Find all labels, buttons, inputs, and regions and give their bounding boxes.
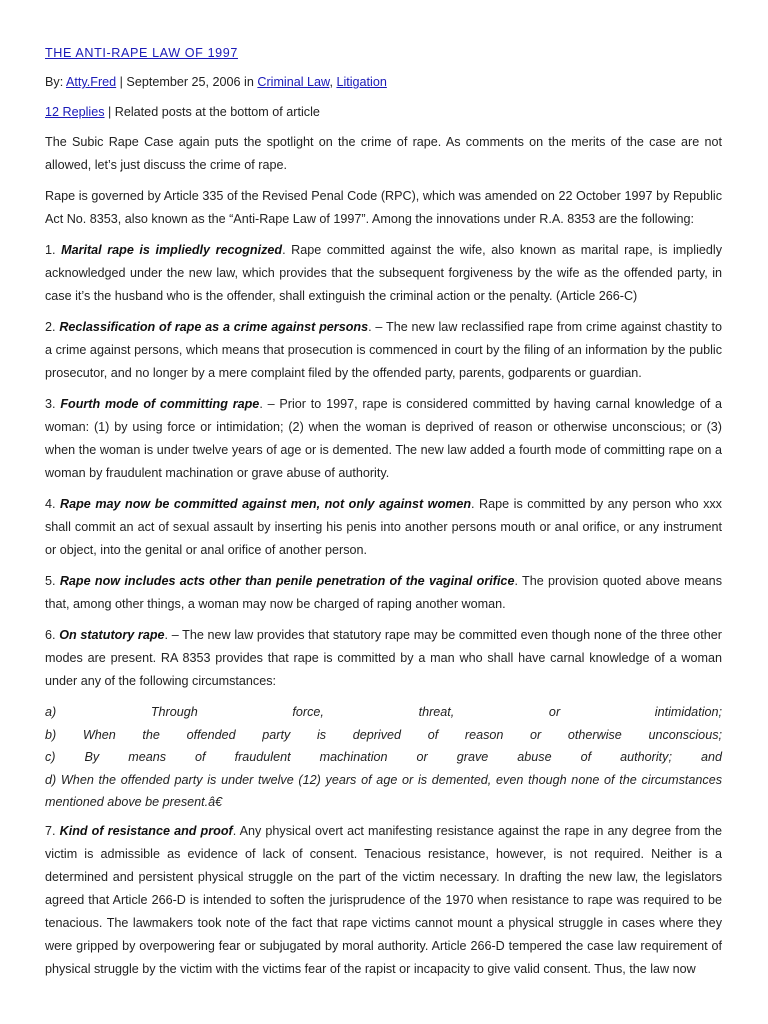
list-item-number: 3. (45, 397, 61, 411)
replies-link[interactable]: 12 Replies (45, 105, 105, 119)
circumstance-c: c) By means of fraudulent machination or grave abuse of authority; and (45, 750, 722, 764)
list-item-number: 1. (45, 243, 62, 257)
replies-line (45, 101, 722, 124)
list-item-heading: Rape may now be committed against men, not only against women (60, 497, 472, 511)
list-item-heading: Marital rape is impliedly recognized (61, 243, 283, 257)
list-item-heading: Kind of resistance and proof (59, 823, 233, 838)
replies-suffix: | Related posts at the bottom of article (104, 105, 320, 119)
list-item-3 (45, 393, 722, 485)
article-title (45, 42, 722, 64)
list-item-number: 4. (45, 497, 61, 511)
list-item-number: 2. (45, 320, 60, 334)
intro-paragraph-2: Rape is governed by Article 335 of the Revised Penal Code (RPC), which was amended on 22 October 1997 by Republic Act No. 8353, also known as the “Anti-Rape Law of 1997”. Among the innovations under R.A. 8353 are the following: (45, 189, 722, 226)
list-item-text: . Any physical overt act manifesting resistance against the rape in any degree from the victim is admissible as evidence of lack of consent. Tenacious resistance, however, is not required. Neither is a determined and persistent physical struggle on the part of the victim necessary. In drafting the new law, the legislators agreed that Article 266-D is intended to soften the jurisprudence of the 1970 when resistance to rape was required to be tenacious. The lawmakers took note of the fact that rape victims cannot mount a physical struggle in cases where they were gripped by overpowering fear or subjugated by moral authority. Article 266-D tempered the case law requirement of physical struggle by the victim with the victims fear of the rapist or incapacity to give valid consent. Thus, the law now (45, 823, 722, 976)
list-item-heading: Fourth mode of committing rape (60, 397, 260, 411)
circumstance-a: a) Through force, threat, or intimidation; (45, 705, 722, 719)
list-item-text: . – Prior to 1997, rape is considered committed by having carnal knowledge of a woman: (1) by using force or intimidation; (2) when the woman is deprived of reason or otherwise unconscious; or (3) when the woman is under twelve years of age or is demented. The new law added a fourth mode of committing rape on a woman by fraudulent machination or grave abuse of authority. (45, 397, 722, 480)
circumstance-b: b) When the offended party is deprived of reason or otherwise unconscious; (45, 727, 722, 742)
list-item-heading: On statutory rape (59, 628, 165, 642)
list-item-number: 5. (45, 574, 60, 588)
byline-by-label: By: (45, 75, 66, 89)
list-item-2 (45, 316, 722, 385)
list-item-4 (45, 493, 722, 562)
circumstances-list (45, 701, 722, 814)
list-item-text: . The provision quoted above means that, among other things, a woman may now be charged of raping another woman. (45, 574, 722, 611)
category-separator: , (329, 75, 337, 89)
list-item-number: 6. (45, 628, 60, 642)
list-item-text: . – The new law provides that statutory rape may be committed even though none of the three other modes are present. RA 8353 provides that rape is committed by a man who shall have carnal knowledge of a woman under any of the following circumstances: (45, 628, 723, 688)
author-link[interactable]: Atty.Fred (66, 75, 117, 89)
list-item-text: . Rape is committed by any person who xxx shall commit an act of sexual assault by inserting his penis into another persons mouth or anal orifice, or any instrument or object, into the genital or anal orifice of another person. (45, 497, 722, 557)
article-title-link[interactable]: THE ANTI-RAPE LAW OF 1997 (45, 46, 238, 60)
list-item-heading: Reclassification of rape as a crime against persons (59, 320, 369, 334)
list-item-5 (45, 570, 722, 616)
list-item-number: 7. (45, 823, 60, 838)
list-item-text: . – The new law reclassified rape from crime against chastity to a crime against persons, which means that prosecution is commenced in court by the filing of an information by the public prosecutor, and no longer by a mere complaint filed by the offended party, parents, godparents or guardian. (45, 320, 722, 380)
circumstance-d: d) When the offended party is under twelve (12) years of age or is demented, even though none of the circumstances mentioned above be present.â€ (45, 772, 722, 809)
list-item-heading: Rape now includes acts other than penile penetration of the vaginal orifice (59, 574, 515, 588)
category-link-litigation[interactable]: Litigation (336, 75, 387, 89)
list-item-text: . Rape committed against the wife, also known as marital rape, is impliedly acknowledged under the new law, which provides that the subsequent forgiveness by the wife as the offended party, in case it’s the husband who is the offender, shall extinguish the criminal action or the penalty. (Article 266-C) (45, 243, 722, 303)
list-item-6 (45, 624, 722, 693)
byline (45, 71, 722, 94)
list-item-1 (45, 239, 722, 308)
category-link-criminal-law[interactable]: Criminal Law (257, 75, 330, 89)
byline-date: | September 25, 2006 in (116, 75, 258, 89)
intro-paragraph-1: The Subic Rape Case again puts the spotlight on the crime of rape. As comments on the merits of the case are not allowed, let’s just discuss the crime of rape. (45, 135, 722, 172)
list-item-7 (45, 820, 722, 981)
